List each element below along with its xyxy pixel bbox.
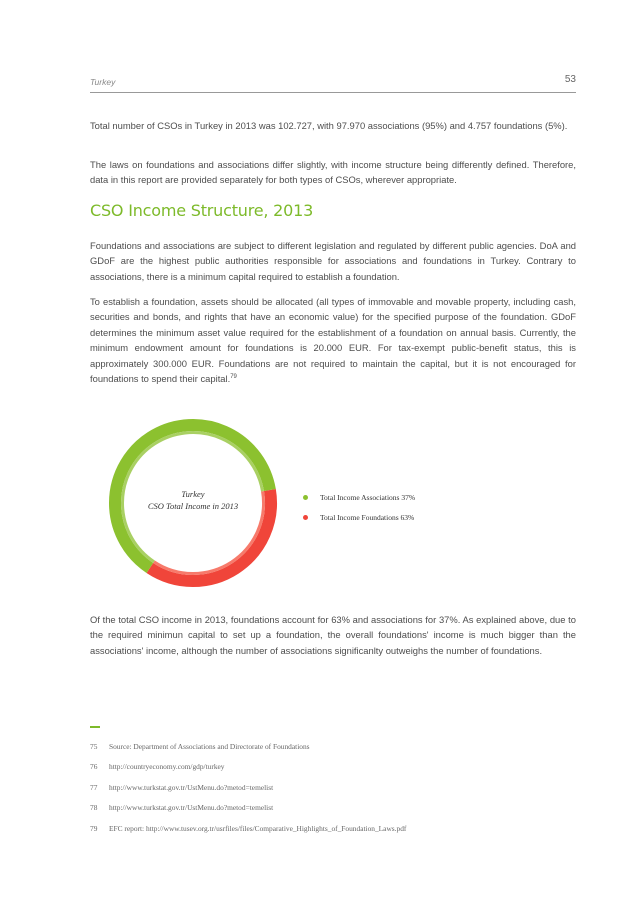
intro-paragraph-2 <box>90 157 576 188</box>
section-title: CSO Income Structure, 2013 <box>90 201 314 220</box>
legend-dot-green <box>303 495 308 500</box>
paragraph-legislation <box>90 238 576 284</box>
footnote-number: 79 <box>90 823 98 833</box>
running-header: Turkey <box>90 77 116 87</box>
footnote-number: 78 <box>90 803 98 813</box>
footnote-link[interactable]: http://countryeconomy.com/gdp/turkey <box>109 762 225 772</box>
footnote-78 <box>90 801 406 821</box>
chart-title-country: Turkey <box>181 489 205 499</box>
paragraph-legislation-text: Foundations and associations are subject to different legislation and regulated by different public agencies. DoA and GDoF are the highest public authorities responsible for associations and foundations in Turkey. Contrary to associations, there is a minimum capital required to establish a foundation. <box>90 240 576 282</box>
footnote-link[interactable]: http://www.turkstat.gov.tr/UstMenu.do?metod=temelist <box>109 803 274 813</box>
paragraph-conclusion-text: Of the total CSO income in 2013, foundations account for 63% and associations for 37%. As explained above, due to the required minimun capital to set up a foundation, the overall foundations' income is much bigger than the associations' income, although the number of associations significanlty outweighs the number of foundations. <box>90 614 576 656</box>
paragraph-conclusion <box>90 612 576 658</box>
footnote-number: 77 <box>90 782 98 792</box>
legend-label-foundations: Total Income Foundations 63% <box>320 512 415 522</box>
header-divider <box>90 92 576 93</box>
intro-text-2: The laws on foundations and associations differ slightly, with income structure being differently defined. Therefore, data in this report are provided separately for both types of CSOs, wherever appropriate. <box>90 159 576 186</box>
footnote-75 <box>90 740 406 760</box>
chart-legend <box>303 487 415 527</box>
footnote-number: 75 <box>90 742 98 751</box>
footnote-number: 76 <box>90 762 98 772</box>
intro-text-1: Total number of CSOs in Turkey in 2013 was 102.727, with 97.970 associations (95%) and 4.757 foundations (5%). <box>90 120 568 131</box>
paragraph-establishment <box>90 294 576 386</box>
legend-dot-red <box>303 515 308 520</box>
intro-paragraph-1 <box>90 118 576 133</box>
chart-title-subject: CSO Total Income in 2013 <box>147 501 239 511</box>
footnote-separator <box>90 726 100 728</box>
legend-item-associations <box>303 487 415 507</box>
chart-center-label <box>108 488 278 512</box>
footnote-text: Source: Department of Associations and Directorate of Foundations <box>109 742 310 751</box>
footnotes-list <box>90 740 406 842</box>
footnote-link[interactable]: EFC report: http://www.tusev.org.tr/usrfiles/files/Comparative_Highlights_of_Foundation_Laws.pdf <box>109 823 407 833</box>
footnote-ref-79[interactable]: 79 <box>230 373 237 380</box>
footnote-77 <box>90 781 406 801</box>
footnote-79 <box>90 822 406 842</box>
footnote-76 <box>90 760 406 780</box>
page-number: 53 <box>564 74 576 85</box>
legend-label-associations: Total Income Associations 37% <box>320 492 416 502</box>
paragraph-establishment-text: To establish a foundation, assets should be allocated (all types of immovable and movable property, including cash, securities and bonds, and rights that have an economic value) for the specified purpose of the foundation. GDoF determines the minimum asset value required for the establishment of a foundation on annual basis. Currently, the minimum endowment amount for foundations is 20.000 EUR. For tax-exempt public-benefit status, this is approximately 300.000 EUR. Foundations are not required to maintain the capital, but it is not encouraged for foundations to spend their capital. <box>90 296 576 385</box>
footnote-link[interactable]: http://www.turkstat.gov.tr/UstMenu.do?metod=temelist <box>109 782 274 792</box>
legend-item-foundations <box>303 507 415 527</box>
